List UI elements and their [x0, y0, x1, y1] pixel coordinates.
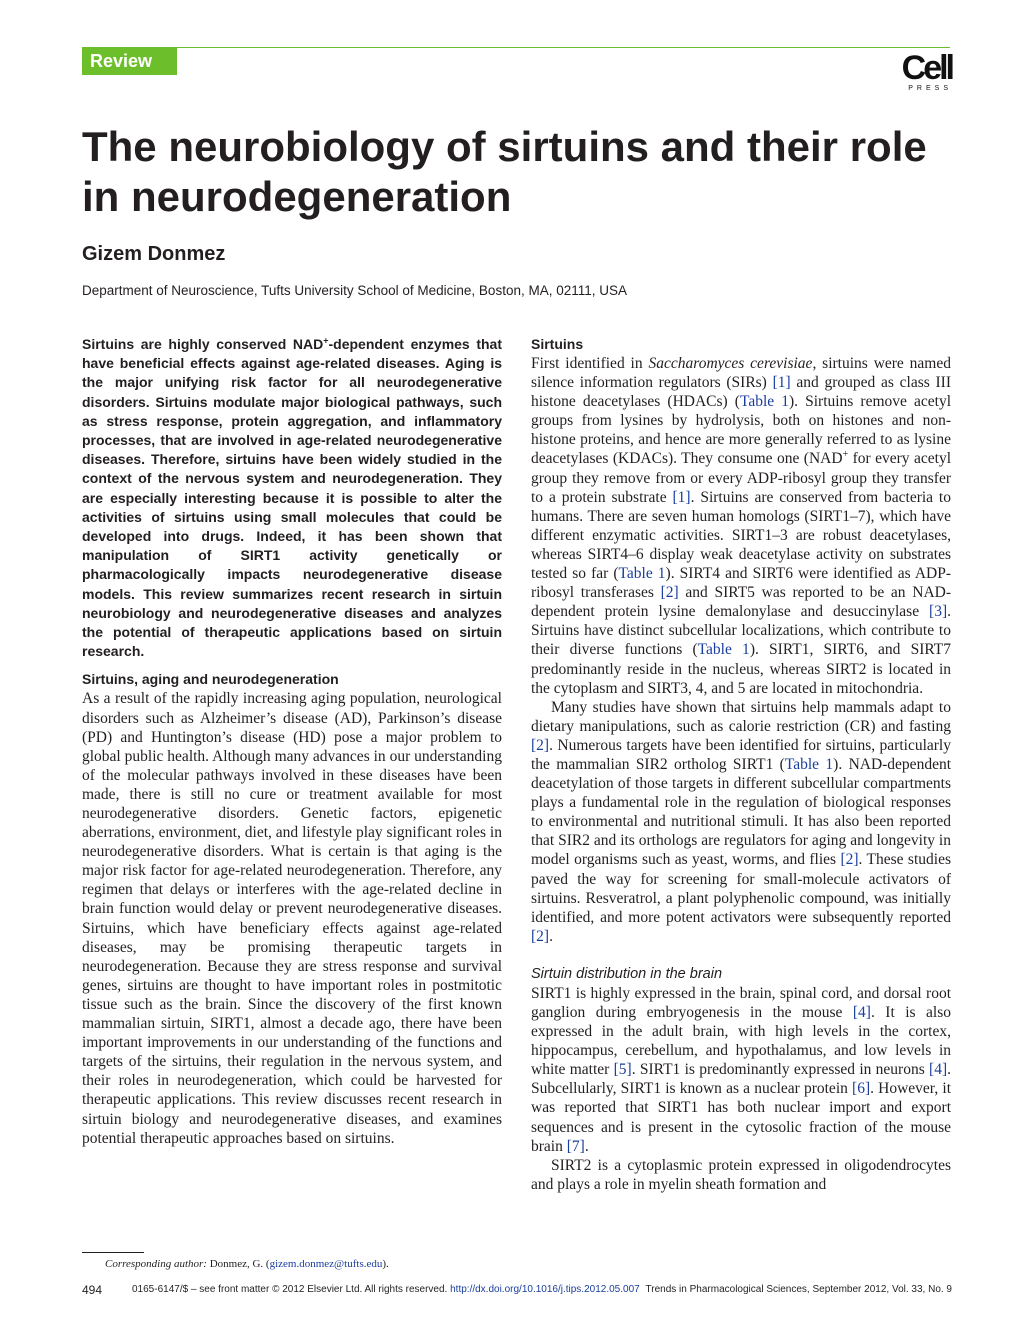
table-link[interactable]: Table 1 — [784, 755, 834, 773]
table-link[interactable]: Table 1 — [739, 393, 789, 411]
citation-link[interactable]: [2] — [531, 927, 550, 945]
footnote-label: Corresponding author: — [105, 1258, 207, 1270]
abstract-text-1: Sirtuins are highly conserved NAD — [82, 336, 324, 352]
citation-link[interactable]: [1] — [772, 374, 791, 392]
citation-link[interactable]: [7] — [566, 1137, 585, 1155]
left-column — [82, 335, 502, 1148]
page-number: 494 — [82, 1283, 103, 1297]
citation-link[interactable]: [4] — [929, 1061, 948, 1079]
doi-link[interactable]: http://dx.doi.org/10.1016/j.tips.2012.05.007 — [450, 1284, 640, 1295]
email-link[interactable]: gizem.donmez@tufts.edu — [269, 1258, 383, 1270]
copyright-line: 0165-6147/$ – see front matter © 2012 Elsevier Ltd. All rights reserved. http://dx.doi.org/10.1016/j.tips.2012.05.007 — [132, 1284, 640, 1295]
paragraph-sirtuins-2: Many studies have shown that sirtuins help mammals adapt to dietary manipulations, such as calorie restriction (CR) and fasting [2]. Numerous targets have been identified for sirtuins, particularly the mammalian SIR2 ortholog SIRT1 (Table 1). NAD-dependent deacetylation of those targets in different subcellular compartments plays a fundamental role in the regulation of biological responses to environmental and nutritional stimuli. It has also been reported that SIR2 and its orthologs are regulators for aging and longevity in model organisms such as yeast, worms, and flies [2]. These studies paved the way for screening for small-molecule activators of sirtuins. Resveratrol, a plant polyphenolic compound, was initially identified, and more potent activators were subsequently reported [2]. — [531, 698, 952, 945]
section-heading-brain: Sirtuin distribution in the brain — [531, 965, 723, 982]
paragraph-sirtuins-1: First identified in Saccharomyces cerevisiae, sirtuins were named silence information regulators (SIRs) [1] and grouped as class III histone deacetylases (HDACs) (Table 1). Sirtuins remove acetyl groups from lysines by hydrolysis, both on histones and non-histone proteins, and hence are more generally referred to as lysine deacetylases (KDACs). They consume one (NAD+ for every acetyl group they remove from or every ADP-ribosyl group they transfer to a protein substrate [1]. Sirtuins are conserved from bacteria to humans. There are seven human homologs (SIRT1–7), which have different enzymatic activities. SIRT1–3 are robust deacetylases, whereas SIRT4–6 display weak deacetylase activity on substrates tested so far (Table 1). SIRT4 and SIRT6 were identified as ADP-ribosyl transferases [2] and SIRT5 was reported to be an NAD-dependent protein lysine demalonylase and desuccinylase [3]. Sirtuins have distinct subcellular localizations, which contribute to their diverse functions (Table 1). SIRT1, SIRT6, and SIRT7 predominantly reside in the nucleus, whereas SIRT2 is located in the cytoplasm and SIRT3, 4, and 5 are located in mitochondria. — [531, 355, 952, 697]
paragraph-brain-1: SIRT1 is highly expressed in the brain, spinal cord, and dorsal root ganglion during embryogenesis in the mouse [4]. It is also expressed in the adult brain, with high levels in the cortex, hippocampus, cerebellum, and hypothalamus, and low levels in white matter [5]. SIRT1 is predominantly expressed in neurons [4]. Subcellularly, SIRT1 is known as a nuclear protein [6]. However, it was reported that SIRT1 has both nuclear import and export sequences and is present in the cytosolic fraction of the mouse brain [7]. — [531, 984, 951, 1155]
table-link[interactable]: Table 1 — [697, 641, 750, 659]
abstract-text-2: -dependent enzymes that have beneficial effects against age-related diseases. Aging is the major unifying risk factor for all neurodegenerative disorders. Sirtuins modulate major biological pathways, such as stress response, protein aggregation, and inflammatory processes, that are involved in age-related neurodegenerative diseases. Therefore, sirtuins have been widely studied in the context of the nervous system and neurodegeneration. They are especially interesting because it is possible to alter the activities of sirtuins using small molecules that could be developed into drugs. Indeed, it has been shown that manipulation of SIRT1 activity genetically or pharmacologically impacts neurodegenerative disease models. This review summarizes recent research in sirtuin neurobiology and neurodegenerative diseases and analyzes the potential of therapeutic applications based on sirtuin research. — [82, 336, 502, 660]
abstract — [82, 335, 502, 661]
citation-link[interactable]: [5] — [613, 1061, 632, 1079]
citation-link[interactable]: [3] — [929, 603, 948, 621]
right-column — [531, 335, 951, 1194]
cell-press-logo — [888, 49, 952, 92]
table-link[interactable]: Table 1 — [618, 565, 666, 583]
citation-link[interactable]: [1] — [672, 488, 691, 506]
section-heading-sirtuins: Sirtuins — [531, 336, 584, 352]
corresponding-author-footnote — [105, 1258, 389, 1270]
logo-press: PRESS — [908, 85, 952, 92]
affiliation: Department of Neuroscience, Tufts University School of Medicine, Boston, MA, 02111, USA — [82, 283, 628, 298]
abstract-sup: + — [323, 335, 329, 346]
paragraph-aging: As a result of the rapidly increasing aging population, neurological disorders such as Alzheimer’s disease (AD), Parkinson’s disease (PD) and Huntington’s disease (HD) pose a major problem to global public health. Although many advances in our understanding of the molecular pathways involved in these diseases have been made, there is still no cure or treatment available for most neurodegenerative disorders. Genetic factors, epigenetic aberrations, environment, diet, and lifestyle play significant roles in neurodegenerative disorders. What is certain is that aging is the major risk factor for age-related neurodegeneration. Therefore, any regimen that delays or interferes with the age-related decline in brain function would delay or prevent neurodegenerative diseases. Sirtuins, which have beneficiary effects against age-related diseases, may be promising therapeutic targets in neurodegeneration. Because they are stress response and survival genes, sirtuins are thought to have important roles in postmitotic tissue such as the brain. Since the discovery of the first known mammalian sirtuin, SIRT1, almost a decade ago, there have been important improvements in our understanding of the functions and targets of the sirtuins, their regulation in the nervous system, and their roles in neurodegeneration, which could be harvested for therapeutic applications. This review discusses recent research in sirtuin biology and neurodegenerative diseases, and examines potential therapeutic approaches based on sirtuins. — [82, 690, 502, 1147]
footnote-name: Donmez, G. ( — [206, 1258, 270, 1270]
journal-citation: Trends in Pharmacological Sciences, September 2012, Vol. 33, No. 9 — [645, 1284, 952, 1295]
article-title: The neurobiology of sirtuins and their role in neurodegeneration — [82, 123, 927, 220]
section-heading-aging: Sirtuins, aging and neurodegeneration — [82, 671, 339, 688]
citation-link[interactable]: [6] — [852, 1080, 871, 1098]
citation-link[interactable]: [2] — [840, 851, 859, 869]
header-rule — [82, 47, 950, 48]
citation-link[interactable]: [2] — [531, 736, 550, 754]
citation-link[interactable]: [2] — [660, 584, 679, 602]
article-type-tag: Review — [82, 48, 177, 75]
author-name: Gizem Donmez — [82, 243, 226, 265]
citation-link[interactable]: [4] — [852, 1004, 871, 1021]
logo-word: Cell — [901, 49, 952, 87]
footnote-rule — [82, 1252, 144, 1253]
page-footer — [82, 1283, 952, 1299]
species-name: Saccharomyces cerevisiae — [648, 355, 813, 372]
paragraph-brain-2: SIRT2 is a cytoplasmic protein expressed in oligodendrocytes and plays a role in myelin sheath formation and — [531, 1156, 951, 1193]
footnote-end: ). — [382, 1258, 389, 1270]
